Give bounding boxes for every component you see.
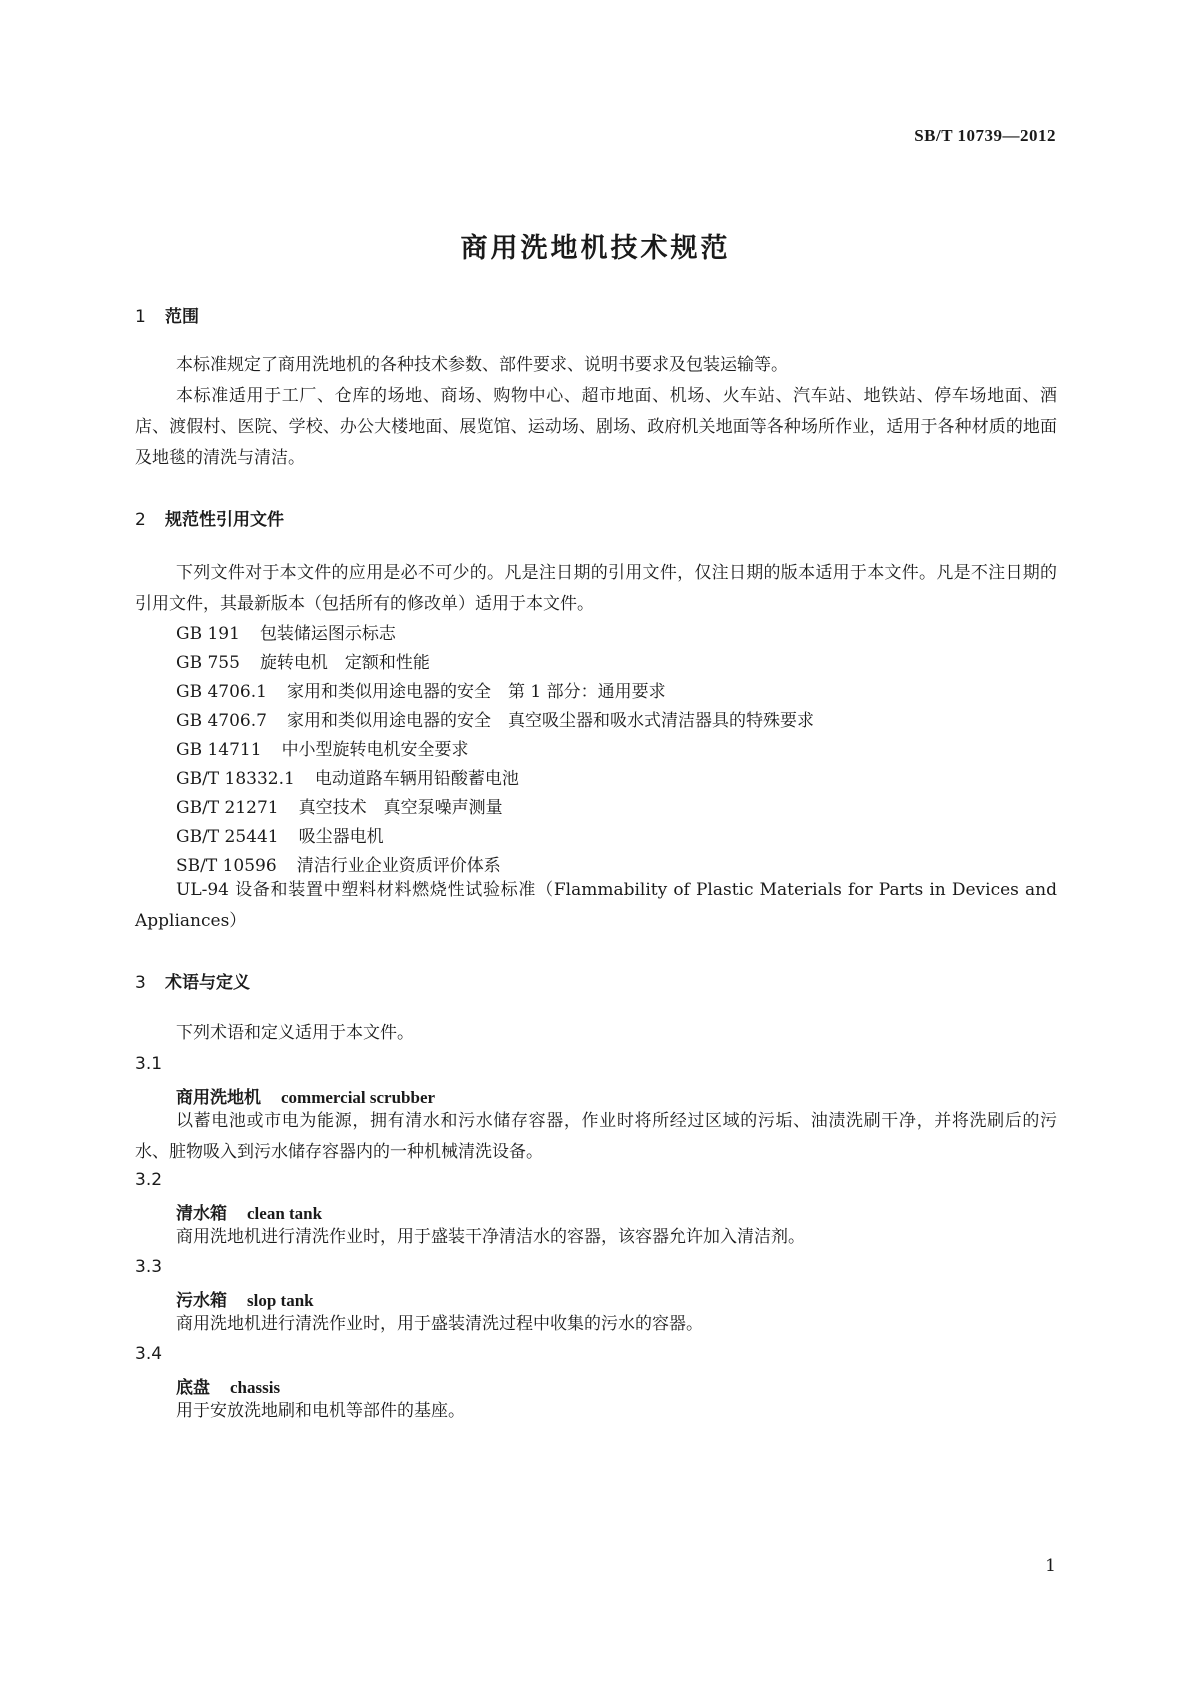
term-number: 3.2 [135, 1170, 163, 1190]
section-number: 2 [135, 510, 146, 530]
section-1-paragraph: 本标准规定了商用洗地机的各种技术参数、部件要求、说明书要求及包装运输等。 [176, 355, 788, 375]
term-name-en: commercial scrubber [281, 1088, 436, 1107]
reference-item-ul94: UL-94 设备和装置中塑料材料燃烧性试验标准（Flammability of Plastic Materials for Parts in Devices and Appliances） [135, 880, 1057, 931]
term-number: 3.4 [135, 1344, 163, 1364]
reference-title: 吸尘器电机 [298, 827, 384, 847]
reference-code: GB 191 [176, 624, 240, 644]
term-name-cn: 底盘 [176, 1378, 210, 1398]
reference-title: 中小型旋转电机安全要求 [281, 740, 469, 760]
section-1-heading [135, 302, 199, 327]
reference-item [176, 793, 503, 818]
term-number: 3.3 [135, 1257, 163, 1277]
section-2-heading [135, 505, 284, 530]
section-number: 1 [135, 307, 146, 327]
reference-code: GB/T 25441 [176, 827, 279, 847]
term-definition: 以蓄电池或市电为能源，拥有清水和污水储存容器，作业时将所经过区域的污垢、油渍洗刷干净，并将洗刷后的污水、脏物吸入到污水储存容器内的一种机械清洗设备。 [135, 1111, 1057, 1162]
page-number: 1 [1045, 1556, 1056, 1576]
term-name [176, 1083, 435, 1108]
section-1-paragraph: 本标准适用于工厂、仓库的场地、商场、购物中心、超市地面、机场、火车站、汽车站、地铁站、停车场地面、酒店、渡假村、医院、学校、办公大楼地面、展览馆、运动场、剧场、政府机关地面等各种场所作业，适用于各种材质的地面及地毯的清洗与清洁。 [135, 386, 1057, 468]
reference-item [176, 851, 501, 876]
term-name-cn: 商用洗地机 [176, 1088, 261, 1108]
reference-title: 清洁行业企业资质评价体系 [296, 856, 501, 876]
reference-code: GB/T 18332.1 [176, 769, 295, 789]
reference-code: SB/T 10596 [176, 856, 277, 876]
term-name [176, 1373, 280, 1398]
reference-title: 旋转电机 定额和性能 [259, 653, 430, 673]
standard-code: SB/T 10739—2012 [914, 126, 1056, 145]
reference-code: GB 14711 [176, 740, 262, 760]
reference-item [176, 822, 384, 847]
section-3-intro: 下列术语和定义适用于本文件。 [176, 1023, 414, 1043]
reference-item [176, 706, 814, 731]
reference-title: 电动道路车辆用铅酸蓄电池 [314, 769, 519, 789]
reference-title: 真空技术 真空泵噪声测量 [298, 798, 503, 818]
section-title: 术语与定义 [165, 973, 250, 993]
reference-code: GB 755 [176, 653, 240, 673]
reference-item [176, 648, 430, 673]
term-name [176, 1286, 314, 1311]
term-name-cn: 污水箱 [176, 1291, 227, 1311]
reference-item [176, 619, 396, 644]
reference-item [176, 764, 519, 789]
term-number: 3.1 [135, 1054, 163, 1074]
section-title: 规范性引用文件 [165, 510, 284, 530]
term-name-en: slop tank [247, 1291, 314, 1310]
reference-item [176, 677, 666, 702]
reference-code: GB/T 21271 [176, 798, 279, 818]
term-name-en: chassis [230, 1378, 281, 1397]
reference-code: GB 4706.7 [176, 711, 267, 731]
term-definition: 商用洗地机进行清洗作业时，用于盛装清洗过程中收集的污水的容器。 [176, 1314, 703, 1334]
term-name-cn: 清水箱 [176, 1204, 227, 1224]
section-3-heading [135, 968, 250, 993]
section-title: 范围 [165, 307, 199, 327]
reference-code: GB 4706.1 [176, 682, 267, 702]
section-number: 3 [135, 973, 146, 993]
term-name [176, 1199, 322, 1224]
term-name-en: clean tank [247, 1204, 323, 1223]
section-2-intro: 下列文件对于本文件的应用是必不可少的。凡是注日期的引用文件，仅注日期的版本适用于本文件。凡是不注日期的引用文件，其最新版本（包括所有的修改单）适用于本文件。 [135, 563, 1057, 614]
term-definition: 商用洗地机进行清洗作业时，用于盛装干净清洁水的容器，该容器允许加入清洁剂。 [176, 1227, 805, 1247]
document-title: 商用洗地机技术规范 [460, 233, 731, 264]
reference-title: 包装储运图示标志 [259, 624, 396, 644]
reference-title: 家用和类似用途电器的安全 第 1 部分：通用要求 [286, 682, 666, 702]
reference-item [176, 735, 469, 760]
reference-title: 家用和类似用途电器的安全 真空吸尘器和吸水式清洁器具的特殊要求 [286, 711, 814, 731]
term-definition: 用于安放洗地刷和电机等部件的基座。 [176, 1401, 465, 1421]
